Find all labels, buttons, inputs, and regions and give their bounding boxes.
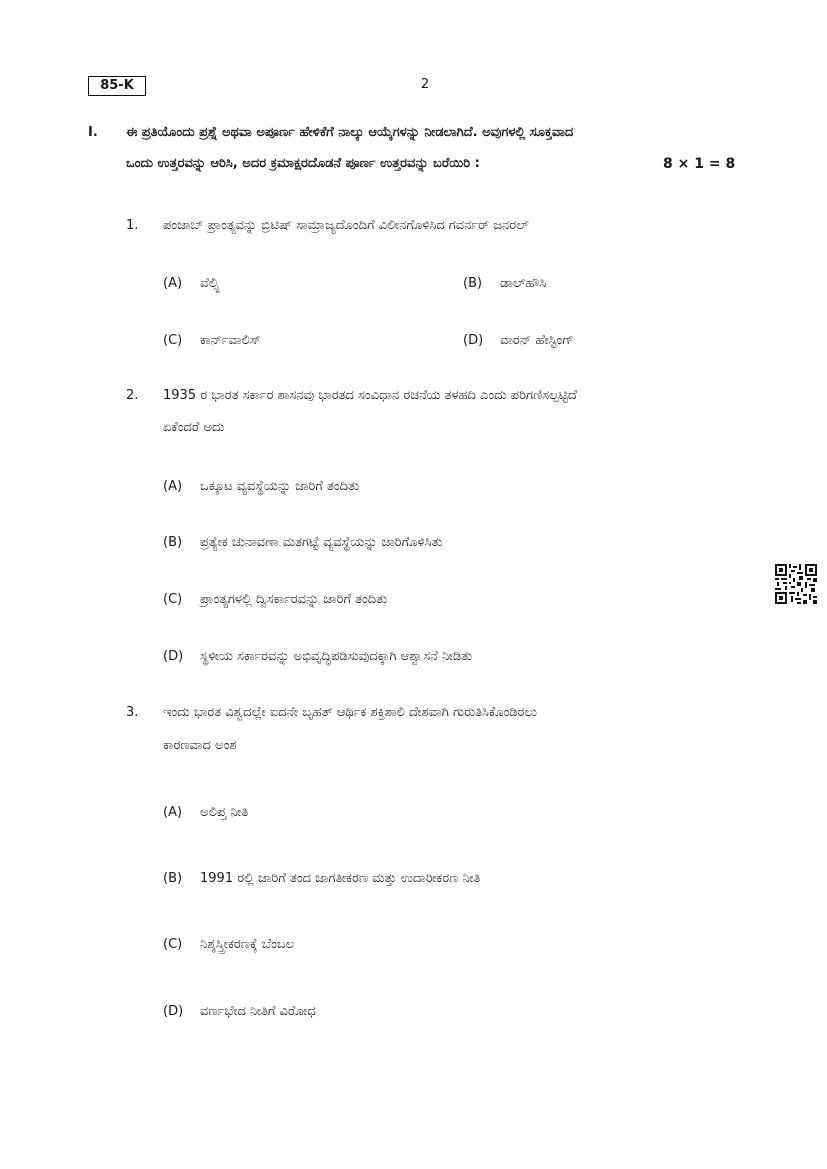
question-1-text: ಪಂಜಾಬ್ ಪ್ರಾಂತ್ಯವನ್ನು ಬ್ರಿಟಿಷ್ ಸಾಮ್ರಾಜ್ಯದೊಂದಿಗೆ ವಿಲೀನಗೊಳಿಸಿದ ಗವರ್ನರ್ ಜನರಲ್ (163, 218, 529, 233)
section-instruction-line-2: ಒಂದು ಉತ್ತರವನ್ನು ಆರಿಸಿ, ಅದರ ಕ್ರಮಾಕ್ಷರದೊಡನೆ ಪೂರ್ಣ ಉತ್ತರವನ್ನು ಬರೆಯಿರಿ : (126, 156, 480, 171)
q1-option-a-key: (A) (163, 276, 183, 291)
question-3-number: 3. (126, 705, 139, 720)
q3-option-d-text: ವರ್ಣಭೇದ ನೀತಿಗೆ ವಿರೋಧ (200, 1004, 316, 1019)
q1-option-d-text: ವಾರನ್ ಹೇಸ್ಟಿಂಗ್ (500, 333, 574, 348)
q2-option-b-text: ಪ್ರತ್ಯೇಕ ಚುನಾವಣಾ ಮತಗಟ್ಟೆ ವ್ಯವಸ್ಥೆಯನ್ನು ಜಾರಿಗೊಳಿಸಿತು (200, 535, 443, 550)
q2-option-d-key: (D) (163, 649, 184, 664)
q2-option-d-text: ಸ್ಥಳೀಯ ಸರ್ಕಾರವನ್ನು ಅಭಿವೃದ್ಧಿಪಡಿಸುವುದಕ್ಕಾಗಿ ಆಶ್ವಾಸನೆ ನೀಡಿತು (200, 649, 473, 664)
qr-code-icon (775, 564, 817, 604)
q3-option-b-key: (B) (163, 871, 183, 886)
question-3-text-line-1: ಇಂದು ಭಾರತ ವಿಶ್ವದಲ್ಲೇ ಐದನೇ ಬೃಹತ್ ಆರ್ಥಿಕ ಶಕ್ತಿಶಾಲಿ ದೇಶವಾಗಿ ಗುರುತಿಸಿಕೊಂಡಿರಲು (163, 705, 537, 720)
q1-option-a-text: ವೆಲ್ಸ್ಲಿ (200, 276, 221, 291)
q1-option-b-text: ಡಾಲ್‌ಹೌಸಿ (500, 276, 547, 291)
q1-option-c-text: ಕಾರ್ನ್‌ವಾಲಿಸ್ (200, 333, 261, 348)
q3-option-d-key: (D) (163, 1004, 184, 1019)
q1-option-c-key: (C) (163, 333, 183, 348)
q1-option-b-key: (B) (463, 276, 483, 291)
q3-option-c-key: (C) (163, 937, 183, 952)
q3-option-a-text: ಅಲಿಪ್ತ ನೀತಿ (200, 805, 249, 820)
q2-option-c-text: ಪ್ರಾಂತ್ಯಗಳಲ್ಲಿ ದ್ವಿಸರ್ಕಾರವನ್ನು ಜಾರಿಗೆ ತಂದಿತು (200, 592, 388, 607)
q3-option-b-text: 1991 ರಲ್ಲಿ ಜಾರಿಗೆ ತಂದ ಜಾಗತೀಕರಣ ಮತ್ತು ಉದಾರೀಕರಣ ನೀತಿ (200, 871, 481, 886)
question-1-number: 1. (126, 218, 139, 233)
q1-option-d-key: (D) (463, 333, 484, 348)
q2-option-a-key: (A) (163, 479, 183, 494)
section-number: I. (88, 125, 98, 140)
paper-code-box: 85-K (88, 76, 146, 96)
section-instruction-line-1: ಈ ಪ್ರತಿಯೊಂದು ಪ್ರಶ್ನೆ ಅಥವಾ ಅಪೂರ್ಣ ಹೇಳಿಕೆಗೆ ನಾಲ್ಕು ಆಯ್ಕೆಗಳನ್ನು ನೀಡಲಾಗಿದೆ. ಅವುಗಳಲ್ಲಿ ಸೂಕ್ತವಾದ (126, 125, 574, 140)
question-2-number: 2. (126, 388, 139, 403)
question-2-text-line-1: 1935 ರ ಭಾರತ ಸರ್ಕಾರ ಶಾಸನವು ಭಾರತದ ಸಂವಿಧಾನ ರಚನೆಯ ತಳಹದಿ ಎಂದು ಪರಿಗಣಿಸಲ್ಪಟ್ಟಿದೆ (163, 388, 577, 403)
q2-option-a-text: ಒಕ್ಕೂಟ ವ್ಯವಸ್ಥೆಯನ್ನು ಜಾರಿಗೆ ತಂದಿತು (200, 479, 360, 494)
q3-option-c-text: ನಿಶ್ಶಸ್ತ್ರೀಕರಣಕ್ಕೆ ಬೆಂಬಲ (200, 937, 295, 952)
question-2-text-line-2: ಏಕೆಂದರೆ ಅದು (163, 420, 225, 435)
page-number: 2 (420, 77, 430, 92)
section-marks: 8 × 1 = 8 (663, 156, 736, 172)
q2-option-c-key: (C) (163, 592, 183, 607)
q3-option-a-key: (A) (163, 805, 183, 820)
q2-option-b-key: (B) (163, 535, 183, 550)
question-3-text-line-2: ಕಾರಣವಾದ ಅಂಶ (163, 738, 237, 753)
